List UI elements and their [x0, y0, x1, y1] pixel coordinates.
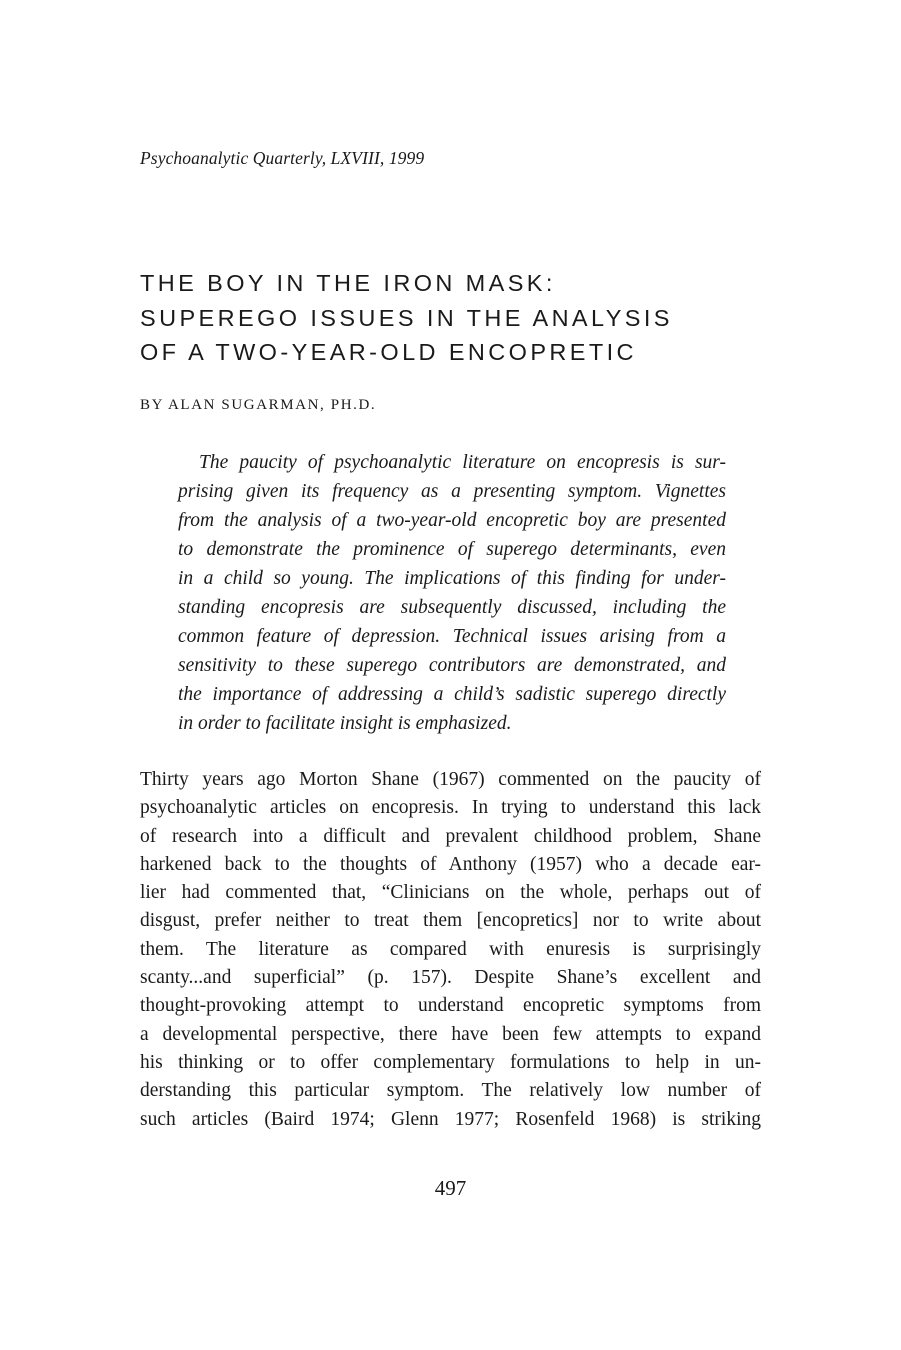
- page-number: 497: [434, 1176, 467, 1200]
- abstract-line: from the analysis of a two-year-old encopretic boy are presented: [178, 510, 726, 531]
- body-line: derstanding this particular symptom. The relatively low number of: [140, 1080, 761, 1102]
- abstract-line: in order to facilitate insight is emphasized.: [178, 713, 512, 734]
- author-byline: BY ALAN SUGARMAN, PH.D.: [140, 397, 377, 413]
- body-line: a developmental perspective, there have been few attempts to expand: [140, 1023, 761, 1045]
- body-line: his thinking or to offer complementary formulations to help in un-: [140, 1051, 761, 1073]
- body-paragraph: [140, 766, 761, 1134]
- body-line: psychoanalytic articles on encopresis. In trying to understand this lack: [140, 797, 761, 819]
- abstract-line: to demonstrate the prominence of superego determinants, even: [178, 539, 726, 560]
- abstract-line: standing encopresis are subsequently discussed, including the: [178, 597, 726, 618]
- abstract-line: the importance of addressing a child’s sadistic superego directly: [178, 684, 726, 705]
- title-line: OF A TWO-YEAR-OLD ENCOPRETIC: [140, 339, 637, 365]
- abstract-line: in a child so young. The implications of this finding for under-: [178, 568, 726, 589]
- body-line: them. The literature as compared with enuresis is surprisingly: [140, 938, 761, 960]
- title-line: THE BOY IN THE IRON MASK:: [140, 270, 556, 296]
- title-line: SUPEREGO ISSUES IN THE ANALYSIS: [140, 304, 673, 331]
- abstract-line: The paucity of psychoanalytic literature on encopresis is sur-: [199, 452, 726, 473]
- body-line: such articles (Baird 1974; Glenn 1977; Rosenfeld 1968) is striking: [140, 1108, 761, 1130]
- body-line: Thirty years ago Morton Shane (1967) commented on the paucity of: [140, 769, 761, 790]
- body-line: disgust, prefer neither to treat them [encopretics] nor to write about: [140, 910, 761, 932]
- article-title: [140, 266, 673, 370]
- running-head: Psychoanalytic Quarterly, LXVIII, 1999: [140, 148, 425, 168]
- body-line: of research into a difficult and prevalent childhood problem, Shane: [140, 825, 761, 847]
- body-line: thought-provoking attempt to understand encopretic symptoms from: [140, 995, 761, 1017]
- body-line: harkened back to the thoughts of Anthony (1957) who a decade ear-: [140, 853, 761, 875]
- body-line: lier had commented that, “Clinicians on the whole, perhaps out of: [140, 882, 761, 904]
- abstract-line: common feature of depression. Technical issues arising from a: [178, 626, 726, 647]
- abstract-line: prising given its frequency as a presenting symptom. Vignettes: [178, 481, 726, 502]
- body-line: scanty...and superficial” (p. 157). Despite Shane’s excellent and: [140, 967, 761, 989]
- abstract: [178, 448, 726, 738]
- abstract-line: sensitivity to these superego contributors are demonstrated, and: [178, 655, 726, 676]
